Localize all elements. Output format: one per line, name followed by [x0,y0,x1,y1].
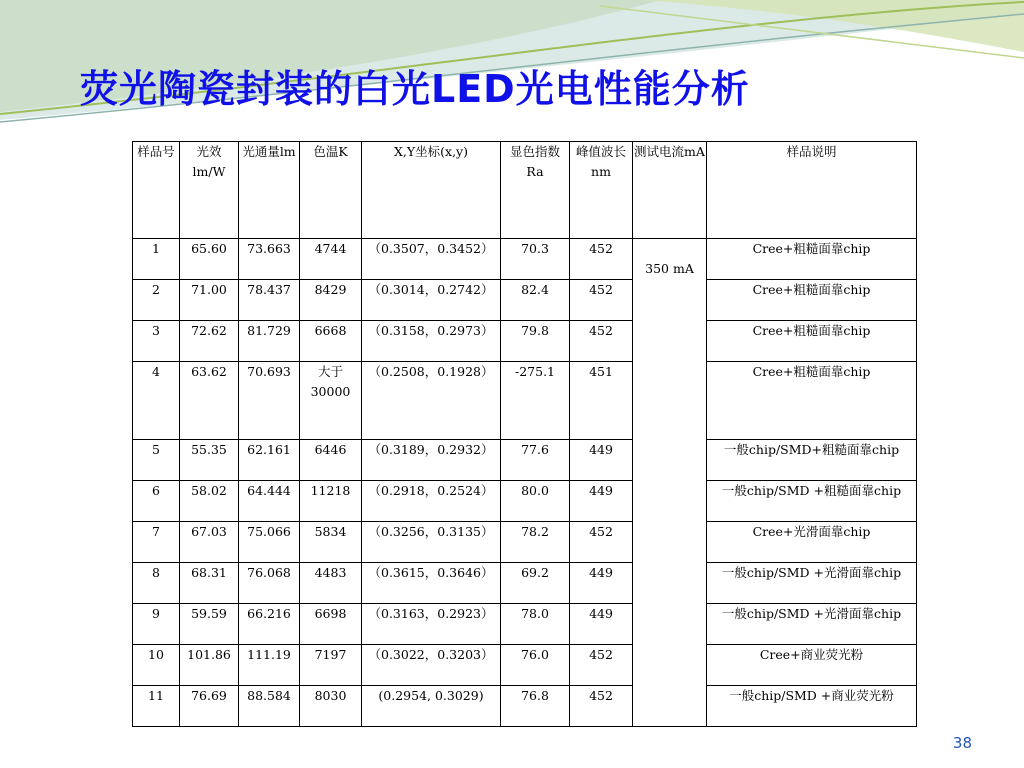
cell-xy-coordinates: （0.3256，0.3135） [362,522,501,563]
table-row [133,645,917,686]
cell-xy-coordinates: （0.3615，0.3646） [362,563,501,604]
cell-peak-wavelength: 452 [570,686,633,727]
cell-color-temperature: 6446 [300,440,362,481]
table-row [133,280,917,321]
cell-color-temperature: 大于30000 [300,362,362,440]
cell-luminous-flux: 81.729 [239,321,300,362]
cell-color-rendering-index: 76.0 [501,645,570,686]
cell-luminous-flux: 111.19 [239,645,300,686]
cell-peak-wavelength: 449 [570,604,633,645]
cell-color-temperature: 7197 [300,645,362,686]
cell-peak-wavelength: 452 [570,522,633,563]
cell-luminous-flux: 62.161 [239,440,300,481]
cell-peak-wavelength: 452 [570,280,633,321]
cell-peak-wavelength: 449 [570,481,633,522]
cell-sample-id: 5 [133,440,180,481]
cell-sample-description: Cree+粗糙面靠chip [707,321,917,362]
cell-sample-description: Cree+粗糙面靠chip [707,362,917,440]
cell-efficacy: 76.69 [180,686,239,727]
cell-sample-id: 3 [133,321,180,362]
cell-peak-wavelength: 452 [570,239,633,280]
cell-xy-coordinates: （0.2508，0.1928） [362,362,501,440]
table-row [133,440,917,481]
cell-xy-coordinates: （0.3163，0.2923） [362,604,501,645]
table-row [133,481,917,522]
cell-efficacy: 67.03 [180,522,239,563]
cell-efficacy: 55.35 [180,440,239,481]
slide-title: 荧光陶瓷封装的白光LED光电性能分析 [80,67,750,111]
cell-peak-wavelength: 449 [570,440,633,481]
cell-color-rendering-index: 76.8 [501,686,570,727]
cell-luminous-flux: 88.584 [239,686,300,727]
cell-sample-id: 2 [133,280,180,321]
cell-efficacy: 58.02 [180,481,239,522]
cell-color-rendering-index: 79.8 [501,321,570,362]
cell-color-rendering-index: 80.0 [501,481,570,522]
cell-xy-coordinates: （0.3507，0.3452） [362,239,501,280]
header-sample-description: 样品说明 [707,142,917,239]
cell-xy-coordinates: （0.3022，0.3203） [362,645,501,686]
cell-sample-description: 一般chip/SMD +光滑面靠chip [707,563,917,604]
cell-sample-description: Cree+粗糙面靠chip [707,239,917,280]
cell-luminous-flux: 76.068 [239,563,300,604]
cell-luminous-flux: 75.066 [239,522,300,563]
cell-color-temperature: 8429 [300,280,362,321]
cell-sample-id: 10 [133,645,180,686]
table-row [133,604,917,645]
table-row [133,686,917,727]
table-row [133,321,917,362]
cell-efficacy: 63.62 [180,362,239,440]
cell-xy-coordinates: （0.3158，0.2973） [362,321,501,362]
page-number: 38 [952,734,972,752]
cell-sample-id: 11 [133,686,180,727]
cell-peak-wavelength: 451 [570,362,633,440]
table-row [133,522,917,563]
cell-xy-coordinates: (0.2954, 0.3029) [362,686,501,727]
cell-test-current: 350 mA [633,239,707,727]
cell-sample-description: 一般chip/SMD +光滑面靠chip [707,604,917,645]
cell-color-temperature: 4483 [300,563,362,604]
led-performance-table [132,141,917,727]
cell-sample-description: 一般chip/SMD +商业荧光粉 [707,686,917,727]
cell-peak-wavelength: 449 [570,563,633,604]
table-row [133,362,917,440]
cell-color-rendering-index: 77.6 [501,440,570,481]
cell-sample-id: 1 [133,239,180,280]
cell-color-temperature: 8030 [300,686,362,727]
header-xy-coordinates: X,Y坐标(x,y) [362,142,501,239]
cell-luminous-flux: 66.216 [239,604,300,645]
cell-sample-id: 9 [133,604,180,645]
header-test-current: 测试电流mA [633,142,707,239]
cell-sample-id: 7 [133,522,180,563]
cell-efficacy: 71.00 [180,280,239,321]
cell-xy-coordinates: （0.2918，0.2524） [362,481,501,522]
cell-luminous-flux: 64.444 [239,481,300,522]
cell-color-rendering-index: 69.2 [501,563,570,604]
table-row [133,239,917,280]
cell-color-temperature: 5834 [300,522,362,563]
cell-sample-id: 4 [133,362,180,440]
cell-sample-description: 一般chip/SMD+粗糙面靠chip [707,440,917,481]
header-peak-wavelength: 峰值波长nm [570,142,633,239]
cell-peak-wavelength: 452 [570,645,633,686]
cell-color-rendering-index: 78.2 [501,522,570,563]
cell-sample-description: Cree+粗糙面靠chip [707,280,917,321]
cell-luminous-flux: 78.437 [239,280,300,321]
cell-sample-id: 8 [133,563,180,604]
header-color-temperature: 色温K [300,142,362,239]
cell-color-rendering-index: 70.3 [501,239,570,280]
cell-efficacy: 59.59 [180,604,239,645]
cell-color-temperature: 6698 [300,604,362,645]
cell-sample-description: 一般chip/SMD +粗糙面靠chip [707,481,917,522]
cell-color-temperature: 4744 [300,239,362,280]
cell-efficacy: 68.31 [180,563,239,604]
header-luminous-flux: 光通量lm [239,142,300,239]
cell-color-temperature: 6668 [300,321,362,362]
cell-peak-wavelength: 452 [570,321,633,362]
table-header-row [133,142,917,239]
cell-sample-description: Cree+商业荧光粉 [707,645,917,686]
cell-sample-description: Cree+光滑面靠chip [707,522,917,563]
cell-efficacy: 65.60 [180,239,239,280]
cell-color-rendering-index: 82.4 [501,280,570,321]
cell-color-temperature: 11218 [300,481,362,522]
cell-efficacy: 101.86 [180,645,239,686]
cell-luminous-flux: 70.693 [239,362,300,440]
cell-color-rendering-index: -275.1 [501,362,570,440]
cell-luminous-flux: 73.663 [239,239,300,280]
cell-sample-id: 6 [133,481,180,522]
table-row [133,563,917,604]
cell-xy-coordinates: （0.3189，0.2932） [362,440,501,481]
header-color-rendering-index: 显色指数Ra [501,142,570,239]
cell-efficacy: 72.62 [180,321,239,362]
header-sample-id: 样品号 [133,142,180,239]
led-performance-table-container [132,141,917,727]
cell-xy-coordinates: （0.3014，0.2742） [362,280,501,321]
header-efficacy: 光效lm/W [180,142,239,239]
cell-color-rendering-index: 78.0 [501,604,570,645]
